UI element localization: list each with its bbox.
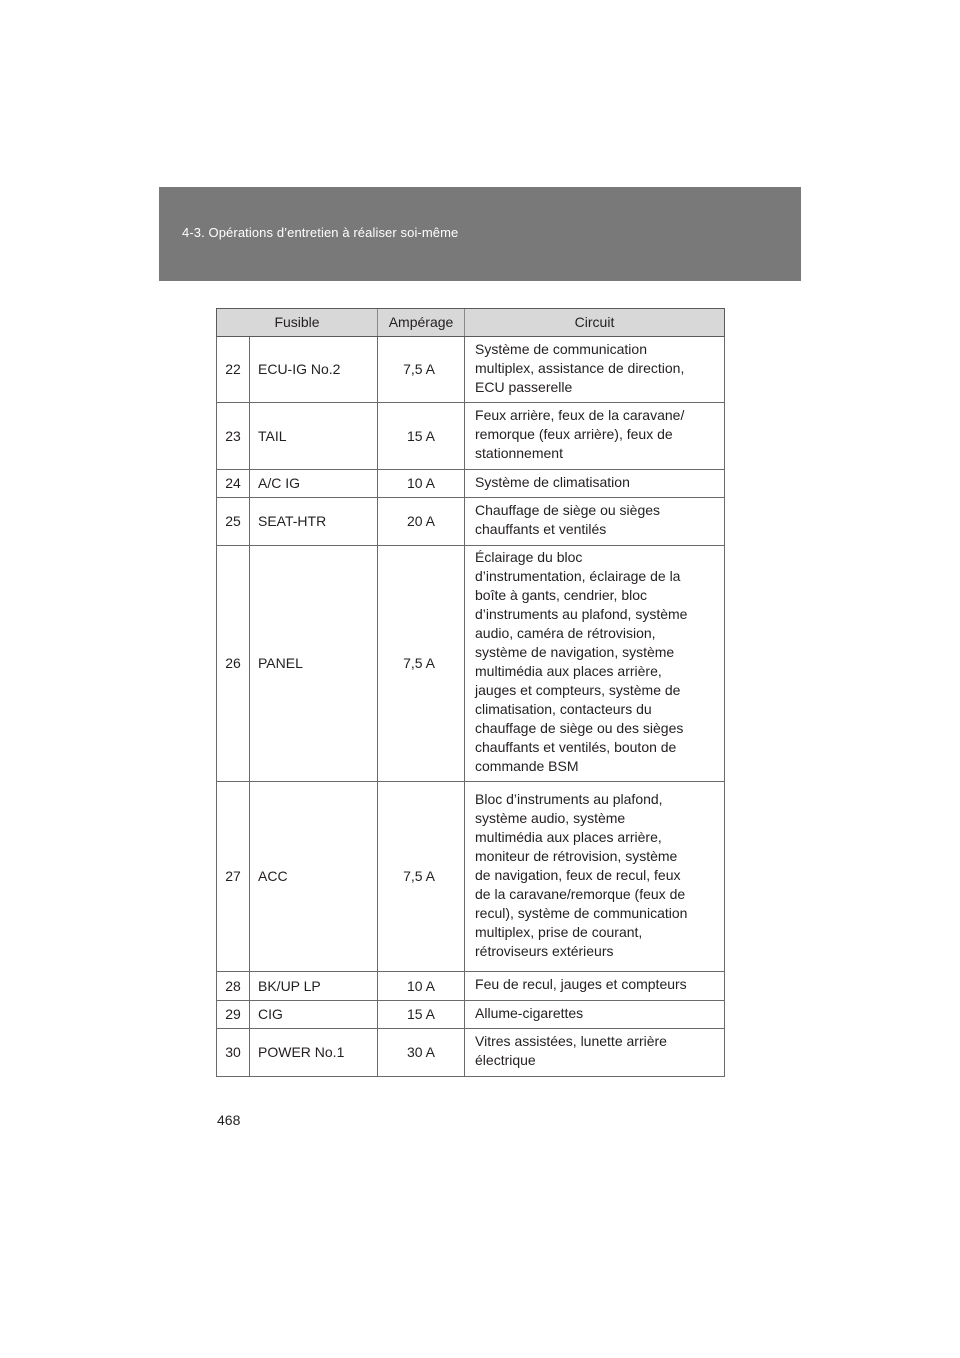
fuse-circuit (465, 782, 725, 972)
circuit-line: Système de communication (475, 340, 647, 357)
table-row (217, 337, 725, 403)
circuit-line: rétroviseurs extérieurs (475, 942, 614, 959)
fuse-circuit (465, 403, 725, 470)
fuse-number: 24 (217, 470, 250, 498)
table-row (217, 782, 725, 972)
circuit-line: Chauffage de siège ou sièges (475, 502, 661, 518)
circuit-line: moniteur de rétrovision, système (475, 847, 678, 864)
fuse-amperage: 15 A (378, 403, 465, 470)
circuit-line: multimédia aux places arrière, (475, 828, 662, 845)
table-row (217, 470, 725, 498)
circuit-line: système audio, système (475, 809, 626, 826)
table-row (217, 403, 725, 470)
circuit-line: Feu de recul, jauges et compteurs (475, 976, 687, 992)
fuse-name: PANEL (250, 546, 378, 782)
fuse-amperage: 7,5 A (378, 337, 465, 403)
fuse-number: 26 (217, 546, 250, 782)
circuit-line: électrique (475, 1052, 536, 1068)
fuse-name: ECU-IG No.2 (250, 337, 378, 403)
header-fusible: Fusible (217, 309, 378, 337)
table-row (217, 498, 725, 546)
circuit-line: chauffage de siège ou des sièges (475, 720, 684, 736)
fuse-name: TAIL (250, 403, 378, 470)
fuse-amperage: 7,5 A (378, 546, 465, 782)
circuit-line: Feux arrière, feux de la caravane/ (475, 407, 685, 423)
header-amperage: Ampérage (378, 309, 465, 337)
circuit-line: climatisation, contacteurs du (475, 701, 652, 717)
circuit-line: ECU passerelle (475, 378, 573, 395)
fuse-name: BK/UP LP (250, 972, 378, 1001)
circuit-line: Système de climatisation (475, 473, 630, 490)
fuse-table (216, 308, 725, 1077)
fuse-circuit (465, 1029, 725, 1077)
fuse-name: A/C IG (250, 470, 378, 498)
fuse-number: 22 (217, 337, 250, 403)
fuse-circuit (465, 546, 725, 782)
fuse-number: 27 (217, 782, 250, 972)
fuse-amperage: 10 A (378, 470, 465, 498)
circuit-line: chauffants et ventilés (475, 521, 607, 537)
circuit-line: boîte à gants, cendrier, bloc (475, 587, 648, 603)
circuit-line: chauffants et ventilés, bouton de (475, 739, 677, 755)
fuse-number: 28 (217, 972, 250, 1001)
circuit-line: Bloc d’instruments au plafond, (475, 790, 663, 807)
circuit-line: d’instrumentation, éclairage de la (475, 568, 681, 584)
circuit-line: Vitres assistées, lunette arrière (475, 1033, 667, 1049)
fuse-circuit (465, 1001, 725, 1029)
fuse-amperage: 10 A (378, 972, 465, 1001)
circuit-line: Allume-cigarettes (475, 1004, 584, 1021)
table-header-row (217, 309, 725, 337)
fuse-amperage: 20 A (378, 498, 465, 546)
header-circuit: Circuit (465, 309, 725, 337)
circuit-line: audio, caméra de rétrovision, (475, 625, 656, 641)
circuit-line: stationnement (475, 445, 563, 461)
section-header-band (159, 187, 801, 281)
circuit-line: multiplex, assistance de direction, (475, 359, 685, 376)
fuse-amperage: 15 A (378, 1001, 465, 1029)
fuse-number: 23 (217, 403, 250, 470)
fuse-circuit (465, 972, 725, 1001)
circuit-line: multiplex, prise de courant, (475, 923, 643, 940)
fuse-name: POWER No.1 (250, 1029, 378, 1077)
fuse-number: 29 (217, 1001, 250, 1029)
fuse-number: 25 (217, 498, 250, 546)
fuse-amperage: 7,5 A (378, 782, 465, 972)
fuse-name: SEAT-HTR (250, 498, 378, 546)
circuit-line: système de navigation, système (475, 644, 675, 660)
circuit-line: remorque (feux arrière), feux de (475, 426, 673, 442)
circuit-line: recul), système de communication (475, 904, 688, 921)
circuit-line: d’instruments au plafond, système (475, 606, 688, 622)
section-title: 4-3. Opérations d’entretien à réaliser soi-même (182, 225, 459, 240)
circuit-line: commande BSM (475, 758, 579, 774)
fuse-number: 30 (217, 1029, 250, 1077)
circuit-line: de la caravane/remorque (feux de (475, 885, 686, 902)
page-number: 468 (217, 1112, 241, 1128)
table-row (217, 1029, 725, 1077)
fuse-circuit (465, 337, 725, 403)
table-row (217, 972, 725, 1001)
circuit-line: de navigation, feux de recul, feux (475, 866, 681, 883)
fuse-name: ACC (250, 782, 378, 972)
table-row (217, 1001, 725, 1029)
circuit-line: jauges et compteurs, système de (475, 682, 681, 698)
fuse-amperage: 30 A (378, 1029, 465, 1077)
circuit-line: Éclairage du bloc (475, 549, 583, 565)
fuse-circuit (465, 470, 725, 498)
circuit-line: multimédia aux places arrière, (475, 663, 662, 679)
table-row (217, 546, 725, 782)
fuse-circuit (465, 498, 725, 546)
fuse-name: CIG (250, 1001, 378, 1029)
